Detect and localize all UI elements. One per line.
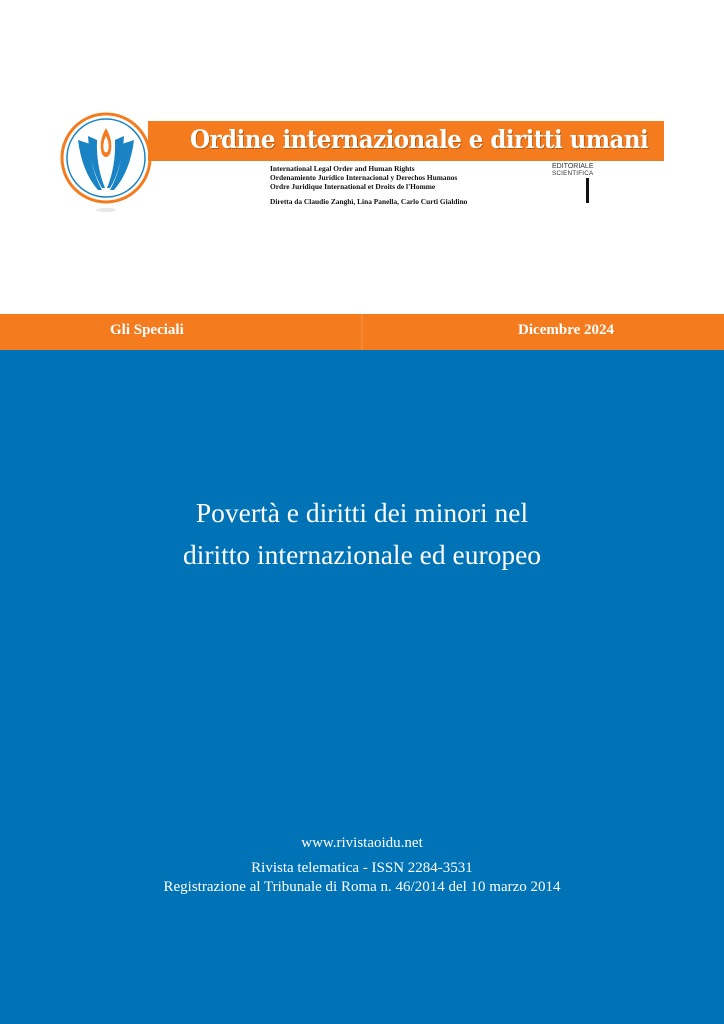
cover-title-line2: diritto internazionale ed europeo: [182, 539, 542, 570]
journal-title: Ordine internazionale e diritti umani: [190, 125, 649, 154]
journal-header: [0, 0, 724, 314]
publisher-line1: EDITORIALE: [552, 163, 594, 170]
journal-directors: Diretta da Claudio Zanghì, Lina Panella, Carlo Curti Gialdino: [270, 197, 468, 206]
cover-panel: [0, 350, 724, 1024]
subtitle-spanish: Ordenamiento Jurídico Internacional y Derechos Humanos: [270, 173, 458, 182]
issue-band: [0, 314, 724, 350]
issue-date: Dicembre 2024: [518, 322, 614, 338]
journal-subtitles: [270, 164, 457, 191]
registration-text: Registrazione al Tribunale di Roma n. 46/2014 del 10 marzo 2014: [163, 879, 561, 895]
subtitle-french: Ordre Juridique International et Droits de l'Homme: [270, 182, 436, 191]
publisher-mark: [552, 163, 598, 177]
series-label: Gli Speciali: [110, 322, 184, 338]
cover-title-line1: Povertà e diritti dei minori nel: [195, 497, 529, 528]
issn-text: Rivista telematica - ISSN 2284-3531: [251, 860, 473, 876]
journal-title-bar: [148, 121, 664, 161]
subtitle-english: International Legal Order and Human Rights: [270, 164, 415, 173]
cover-info: [0, 834, 724, 897]
journal-logo-icon: [60, 110, 154, 214]
publisher-line2: SCIENTIFICA: [552, 170, 594, 177]
cover-title: [0, 492, 724, 576]
band-divider: [361, 314, 363, 350]
publisher-bar: [586, 178, 589, 203]
website-link[interactable]: www.rivistaoidu.net: [301, 835, 423, 851]
